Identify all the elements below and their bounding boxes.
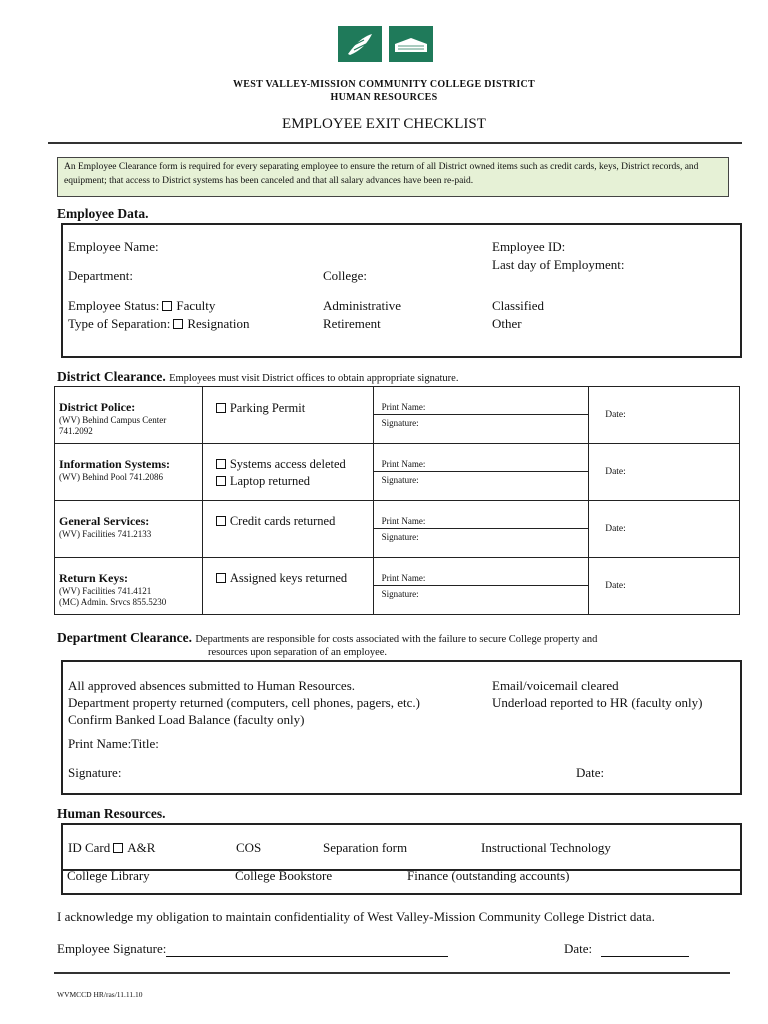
dept-name: Return Keys: <box>59 571 128 585</box>
items-cell <box>202 444 373 501</box>
checklist-item[interactable] <box>213 513 373 530</box>
hr-college-library-item[interactable]: College Library <box>67 868 150 883</box>
hr-cos-item[interactable]: COS <box>236 840 262 855</box>
absences-item[interactable]: All approved absences submitted to Human Resources. <box>68 678 356 693</box>
underload-item[interactable]: Underload reported to HR (faculty only) <box>492 695 703 710</box>
checkbox-icon[interactable] <box>113 843 123 853</box>
dept-cell <box>55 444 203 501</box>
checkbox-icon[interactable] <box>216 403 226 413</box>
item-label: Parking Permit <box>229 401 306 415</box>
employee-status-label: Employee Status: <box>68 298 160 313</box>
district-clearance-note: Employees must visit District offices to obtain appropriate signature. <box>169 373 459 384</box>
table-row <box>55 558 740 615</box>
item-label: Credit cards returned <box>229 514 336 528</box>
table-row <box>55 387 740 444</box>
building-logo-icon <box>389 26 433 62</box>
department-clearance-box <box>61 660 742 795</box>
district-clearance-heading: District Clearance. <box>57 369 166 384</box>
sign-cell <box>373 444 589 501</box>
separation-type-label: Type of Separation: <box>68 316 171 331</box>
checkbox-icon[interactable] <box>216 459 226 469</box>
items-cell <box>202 501 373 558</box>
employee-status-row <box>68 298 215 314</box>
dept-name: District Police: <box>59 400 136 414</box>
checklist-item[interactable] <box>213 456 373 473</box>
department-label[interactable]: Department: <box>68 268 133 283</box>
hr-separation-form-item[interactable]: Separation form <box>323 840 408 855</box>
date-field[interactable]: Date: <box>589 444 740 501</box>
print-name-field[interactable]: Print Name: <box>374 387 589 415</box>
checkbox-icon[interactable] <box>216 516 226 526</box>
sign-cell <box>373 558 589 615</box>
signature-field[interactable]: Signature: <box>381 418 419 428</box>
checklist-item[interactable] <box>213 570 373 587</box>
sign-cell <box>373 387 589 444</box>
human-resources-box-extension <box>61 869 742 895</box>
employee-signature-row <box>57 941 448 957</box>
footer-divider <box>54 972 730 974</box>
signature-field[interactable]: Signature: <box>381 475 419 485</box>
employee-data-box <box>61 223 742 358</box>
employee-signature-label: Employee Signature: <box>57 941 167 956</box>
dept-location: (WV) Behind Pool 741.2086 <box>59 472 163 482</box>
item-label: Systems access deleted <box>229 457 346 471</box>
hr-finance-item[interactable]: Finance (outstanding accounts) <box>407 868 570 883</box>
separation-type-row <box>68 316 249 332</box>
table-row <box>55 501 740 558</box>
department-name: HUMAN RESOURCES <box>330 92 438 103</box>
dept-name: General Services: <box>59 514 150 528</box>
dept-cell <box>55 501 203 558</box>
page-title: EMPLOYEE EXIT CHECKLIST <box>282 116 486 132</box>
district-clearance-table <box>54 386 740 615</box>
hr-instructional-technology-item[interactable]: Instructional Technology <box>481 840 611 855</box>
property-item[interactable]: Department property returned (computers, cell phones, pagers, etc.) <box>68 695 420 710</box>
district-clearance-title <box>57 369 458 385</box>
print-name-field[interactable]: Print Name: <box>374 444 589 472</box>
id-card-label: ID Card <box>68 840 111 855</box>
department-clearance-heading: Department Clearance. <box>57 630 192 645</box>
checkbox-icon[interactable] <box>216 573 226 583</box>
notice-box: An Employee Clearance form is required for every separating employee to ensure the return of all District owned items such as credit cards, keys, District records, and equipment; that access to District systems has been canceled and that all salary advances have been re-paid. <box>57 157 729 197</box>
employee-name-label[interactable]: Employee Name: <box>68 239 159 254</box>
dept-location: (WV) Facilities 741.2133 <box>59 529 152 539</box>
ar-label: A&R <box>127 840 156 855</box>
item-label: Laptop returned <box>229 474 311 488</box>
table-row <box>55 444 740 501</box>
divider <box>48 142 742 144</box>
signature-field[interactable]: Signature: <box>381 589 419 599</box>
dept-location: (MC) Admin. Srvcs 855.5230 <box>59 597 167 607</box>
department-clearance-title <box>57 630 597 646</box>
college-label[interactable]: College: <box>323 268 368 283</box>
dept-location: (WV) Facilities 741.4121 <box>59 586 152 596</box>
signature-field[interactable]: Signature: <box>381 532 419 542</box>
hr-id-card-item[interactable] <box>68 840 155 856</box>
item-label: Assigned keys returned <box>229 571 348 585</box>
employee-data-title: Employee Data. <box>57 206 149 221</box>
employee-id-label[interactable]: Employee ID: <box>492 239 566 254</box>
district-name: WEST VALLEY-MISSION COMMUNITY COLLEGE DISTRICT <box>232 79 536 90</box>
print-name-field[interactable]: Print Name: <box>374 558 589 586</box>
items-cell <box>202 558 373 615</box>
leaf-logo-icon <box>338 26 382 62</box>
employee-signature-line[interactable] <box>166 942 448 957</box>
human-resources-box <box>61 823 742 871</box>
print-name-title-field[interactable]: Print Name:Title: <box>68 736 159 751</box>
checklist-item[interactable] <box>213 400 373 417</box>
dept-cell <box>55 558 203 615</box>
checkbox-icon[interactable] <box>162 301 172 311</box>
date-field[interactable]: Date: <box>589 387 740 444</box>
dept-name: Information Systems: <box>59 457 170 471</box>
checklist-item[interactable] <box>213 473 373 490</box>
checkbox-icon[interactable] <box>173 319 183 329</box>
separation-resignation: Resignation <box>187 316 250 331</box>
date-field[interactable]: Date: <box>576 765 605 780</box>
department-clearance-note: Departments are responsible for costs associated with the failure to secure College property and <box>195 634 598 645</box>
date-label: Date: <box>564 941 593 956</box>
separation-retirement[interactable]: Retirement <box>323 316 381 331</box>
dept-cell <box>55 387 203 444</box>
print-name-field[interactable]: Print Name: <box>374 501 589 529</box>
status-faculty: Faculty <box>176 298 216 313</box>
hr-college-bookstore-item[interactable]: College Bookstore <box>235 868 333 883</box>
date-line[interactable] <box>601 942 689 957</box>
banked-load-item[interactable]: Confirm Banked Load Balance (faculty only) <box>68 712 305 727</box>
checkbox-icon[interactable] <box>216 476 226 486</box>
form-code: WVMCCD HR/ras/11.11.10 <box>57 990 143 999</box>
last-day-label[interactable]: Last day of Employment: <box>492 257 625 272</box>
dept-location: (WV) Behind Campus Center 741.2092 <box>59 415 167 436</box>
status-classified[interactable]: Classified <box>492 298 544 313</box>
items-cell <box>202 387 373 444</box>
email-item[interactable]: Email/voicemail cleared <box>492 678 619 693</box>
date-row <box>564 941 689 957</box>
human-resources-title: Human Resources. <box>57 806 166 821</box>
signature-field[interactable]: Signature: <box>68 765 122 780</box>
status-administrative[interactable]: Administrative <box>323 298 401 313</box>
sign-cell <box>373 501 589 558</box>
separation-other[interactable]: Other <box>492 316 522 331</box>
department-clearance-note-2: resources upon separation of an employee. <box>208 647 388 658</box>
acknowledgement-text: I acknowledge my obligation to maintain confidentiality of West Valley-Mission Community College District data. <box>57 909 655 924</box>
date-field[interactable]: Date: <box>589 501 740 558</box>
date-field[interactable]: Date: <box>589 558 740 615</box>
